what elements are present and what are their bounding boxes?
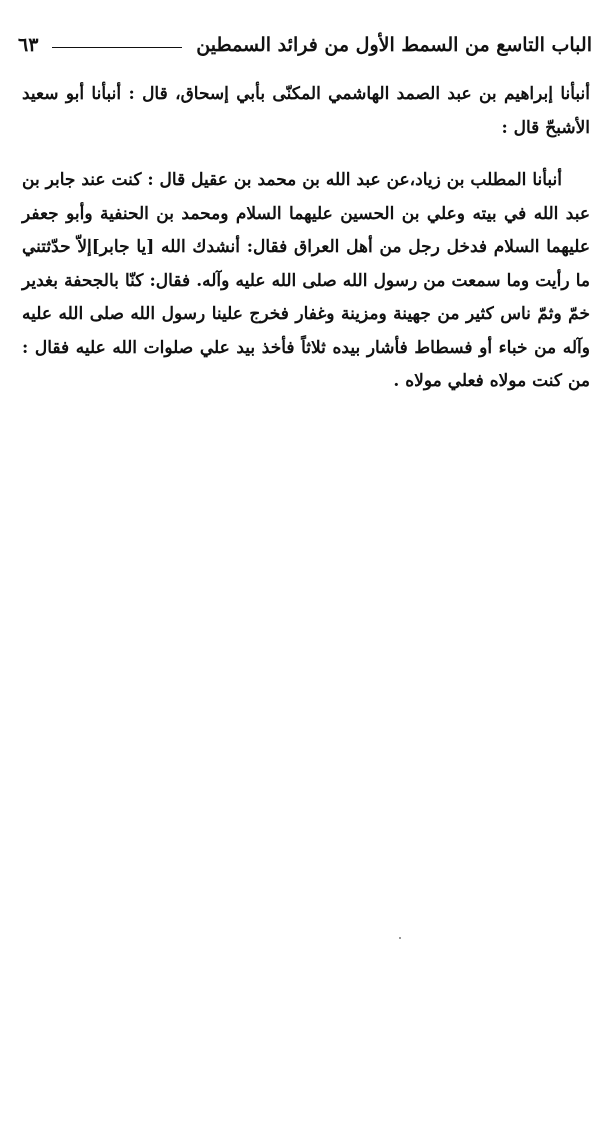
paragraph-hadith: أنبأنا المطلب بن زياد،عن عبد الله بن محمد بن عقيل قال : كنت عند جابر بن عبد الله في بيته وعلي بن الحسين عليهما السلام ومحمد بن الحنفية وأبو جعفر عليهما السلام فدخل رجل من أهل العراق فقال: أنشدك الله [يا جابر]إلاّ حدّثتني ما رأيت وما سمعت من رسول الله صلى الله عليه وآله. فقال: كنّا بالجحفة بغدير خمّ وثمّ ناس كثير من جهينة ومزينة وغفار فخرج علينا رسول الله صلى الله عليه وآله من خباء أو فسطاط فأشار بيده ثلاثاً فأخذ بيد علي صلوات الله عليه فقال : من كنت مولاه فعلي مولاه . bbox=[22, 170, 590, 391]
page-number: ٦٣ bbox=[18, 34, 39, 56]
paragraph-chain-of-narration: أنبأنا إبراهيم بن عبد الصمد الهاشمي المكنّى بأبي إسحاق، قال : أنبأنا أبو سعيد الأشبحّ قال : bbox=[22, 84, 590, 138]
chapter-title: الباب التاسع من السمط الأول من فرائد السمطين bbox=[196, 34, 592, 56]
running-header bbox=[18, 30, 592, 60]
header-rule bbox=[52, 47, 182, 48]
body-text bbox=[22, 78, 590, 399]
scan-speck bbox=[399, 937, 401, 939]
